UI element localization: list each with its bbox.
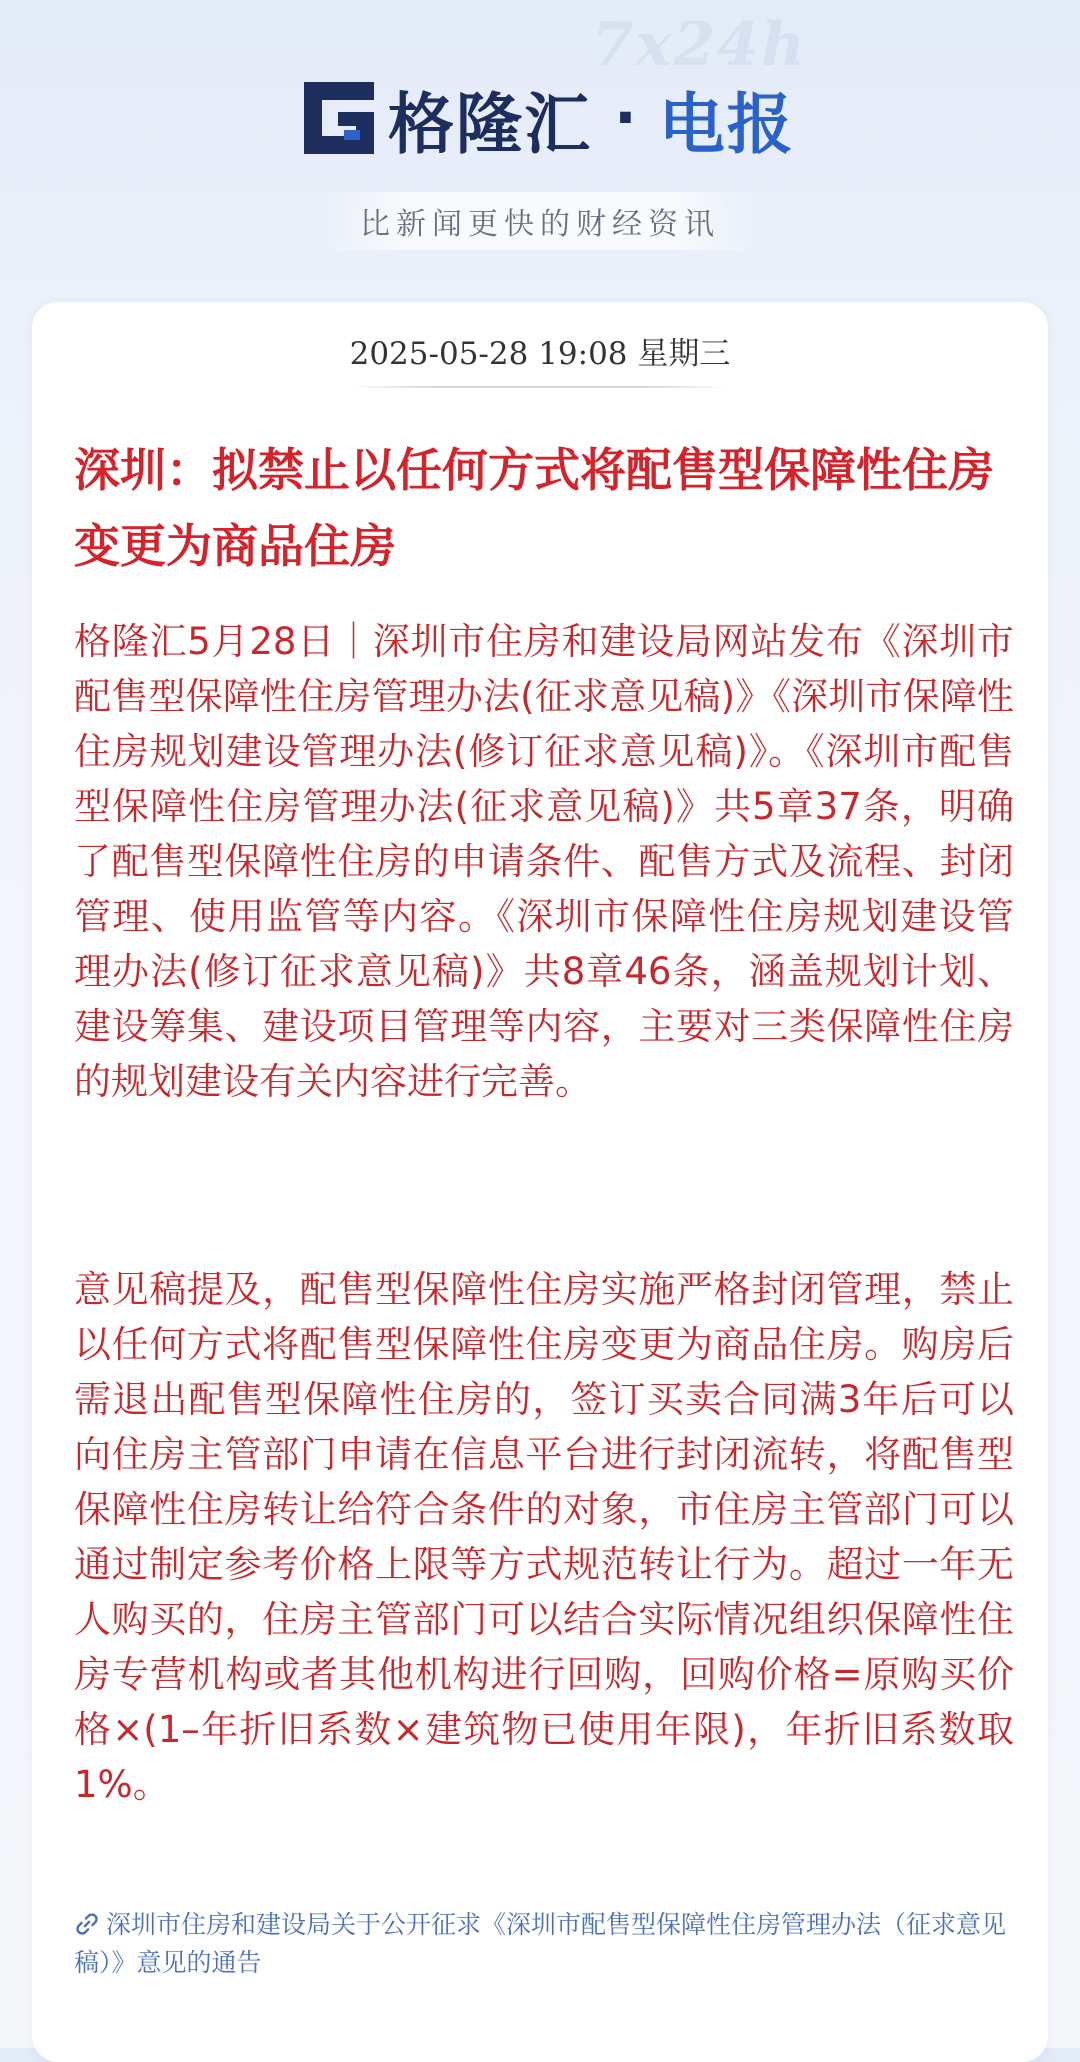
header [0, 0, 1080, 300]
source-notice-link[interactable] [74, 1906, 1014, 1982]
brand-name: 格隆汇 [388, 85, 592, 163]
link-icon [74, 1911, 100, 1937]
article-paragraph: 意见稿提及，配售型保障性住房实施严格封闭管理，禁止以任何方式将配售型保障性住房变更为商品住房。购房后需退出配售型保障性住房的，签订买卖合同满3年后可以向住房主管部门申请在信息平台进行封闭流转，将配售型保障性住房转让给符合条件的对象，市住房主管部门可以通过制定参考价格上限等方式规范转让行为。超过一年无人购买的，住房主管部门可以结合实际情况组织保障性住房专营机构或者其他机构进行回购，回购价格=原购买价格×(1–年折旧系数×建筑物已使用年限)，年折旧系数取1%。 [74, 1268, 1014, 1806]
brand-logo[interactable] [300, 72, 795, 164]
brand-subtitle: 电报 [658, 85, 795, 163]
date-divider [352, 386, 728, 388]
watermark-7x24h: 7x24h [592, 10, 807, 80]
article-card [32, 302, 1048, 2062]
article-paragraph: 格隆汇5月28日｜深圳市住房和建设局网站发布《深圳市配售型保障性住房管理办法(征求意见稿)》《深圳市保障性住房规划建设管理办法(修订征求意见稿)》。《深圳市配售型保障性住房管理办法(征求意见稿)》共5章37条，明确了配售型保障性住房的申请条件、配售方式及流程、封闭管理、使用监管等内容。《深圳市保障性住房规划建设管理办法(修订征求意见稿)》共8章46条，涵盖规划计划、建设筹集、建设项目管理等内容，主要对三类保障性住房的规划建设有关内容进行完善。 [74, 620, 1014, 1103]
article-title: 深圳：拟禁止以任何方式将配售型保障性住房变更为商品住房 [74, 443, 994, 573]
article-date-block [349, 332, 731, 394]
article-datetime: 2025-05-28 19:08 星期三 [349, 336, 731, 372]
gelonghui-logo-icon [300, 78, 378, 158]
brand-separator: · [614, 83, 637, 153]
tagline-banner [318, 192, 762, 250]
source-notice-text[interactable]: 深圳市住房和建设局关于公开征求《深圳市配售型保障性住房管理办法（征求意见稿）》意见的通告 [74, 1910, 1007, 1977]
tagline: 比新闻更快的财经资讯 [360, 207, 720, 242]
